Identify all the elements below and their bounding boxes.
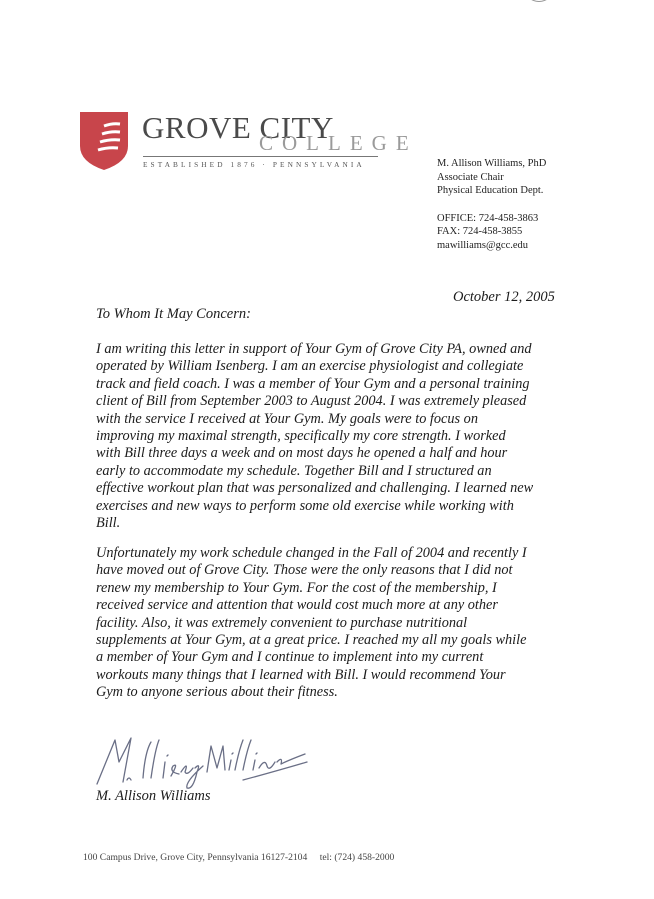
- scan-corner-mark: [528, 0, 550, 4]
- paragraph-line: client of Bill from September 2003 to August 2004. I was extremely pleased: [96, 393, 527, 410]
- letterhead-rule: [143, 156, 378, 157]
- paragraph-line: I am writing this letter in support of Your Gym of Grove City PA, owned and: [96, 341, 532, 357]
- paragraph-line: facility. Also, it was extremely convenient to purchase nutritional: [96, 614, 468, 631]
- paragraph-line: improving my maximal strength, specifically my core strength. I worked: [96, 428, 506, 445]
- college-name-sub: COLLEGE: [259, 131, 418, 155]
- contact-name: M. Allison Williams, PhD: [437, 158, 547, 169]
- contact-department: Physical Education Dept.: [437, 185, 544, 196]
- contact-office: OFFICE: 724-458-3863: [437, 212, 539, 224]
- paragraph-line: workouts many things that I learned with Bill. I would recommend Your: [96, 666, 506, 683]
- handwritten-signature: [93, 732, 313, 792]
- paragraph-line: with the service I received at Your Gym. My goals were to focus on: [96, 410, 478, 427]
- paragraph-line: with Bill three days a week and on most days he opened a half and hour: [96, 445, 508, 462]
- established-line: ESTABLISHED 1876 · PENNSYLVANIA: [143, 160, 365, 169]
- contact-block: [437, 157, 546, 252]
- paragraph-line: supplements at Your Gym, at a great price. I reached my all my goals while: [96, 632, 527, 649]
- college-name-main: GROVE CITY: [142, 110, 334, 145]
- paragraph-line: have moved out of Grove City. Those were the only reasons that I did not: [96, 562, 513, 579]
- signer-name: M. Allison Williams: [96, 788, 211, 804]
- contact-fax: FAX: 724-458-3855: [437, 226, 523, 237]
- paragraph-line: early to accommodate my schedule. Together Bill and I structured an: [96, 462, 492, 479]
- college-shield-logo: [80, 112, 128, 170]
- paragraph-line: operated by William Isenberg. I am an exercise physiologist and collegiate: [96, 358, 524, 375]
- paragraph-line: renew my membership to Your Gym. For the cost of the membership, I: [96, 579, 497, 596]
- contact-email: mawilliams@gcc.edu: [437, 239, 529, 251]
- letter-date: October 12, 2005: [453, 289, 555, 305]
- paragraph-2: [96, 545, 566, 702]
- footer-telephone: tel: (724) 458-2000: [319, 852, 395, 863]
- contact-title: Associate Chair: [437, 171, 504, 183]
- paragraph-line: Gym to anyone serious about their fitness.: [96, 684, 338, 701]
- paragraph-1: [96, 341, 566, 532]
- paragraph-line: received service and attention that would cost much more at any other: [96, 597, 498, 614]
- paragraph-line: Unfortunately my work schedule changed in the Fall of 2004 and recently I: [96, 545, 527, 561]
- paragraph-line: effective workout plan that was personalized and challenging. I learned new: [96, 480, 534, 497]
- paragraph-line: Bill.: [96, 515, 121, 532]
- salutation: To Whom It May Concern:: [96, 306, 251, 322]
- paragraph-line: a member of Your Gym and I continue to implement into my current: [96, 649, 484, 666]
- footer-address-line: [83, 852, 394, 863]
- paragraph-line: track and field coach. I was a member of Your Gym and a personal training: [96, 375, 530, 392]
- paragraph-line: exercises and new ways to perform some old exercise while working with: [96, 497, 514, 514]
- footer-address: 100 Campus Drive, Grove City, Pennsylvania 16127-2104: [83, 852, 308, 863]
